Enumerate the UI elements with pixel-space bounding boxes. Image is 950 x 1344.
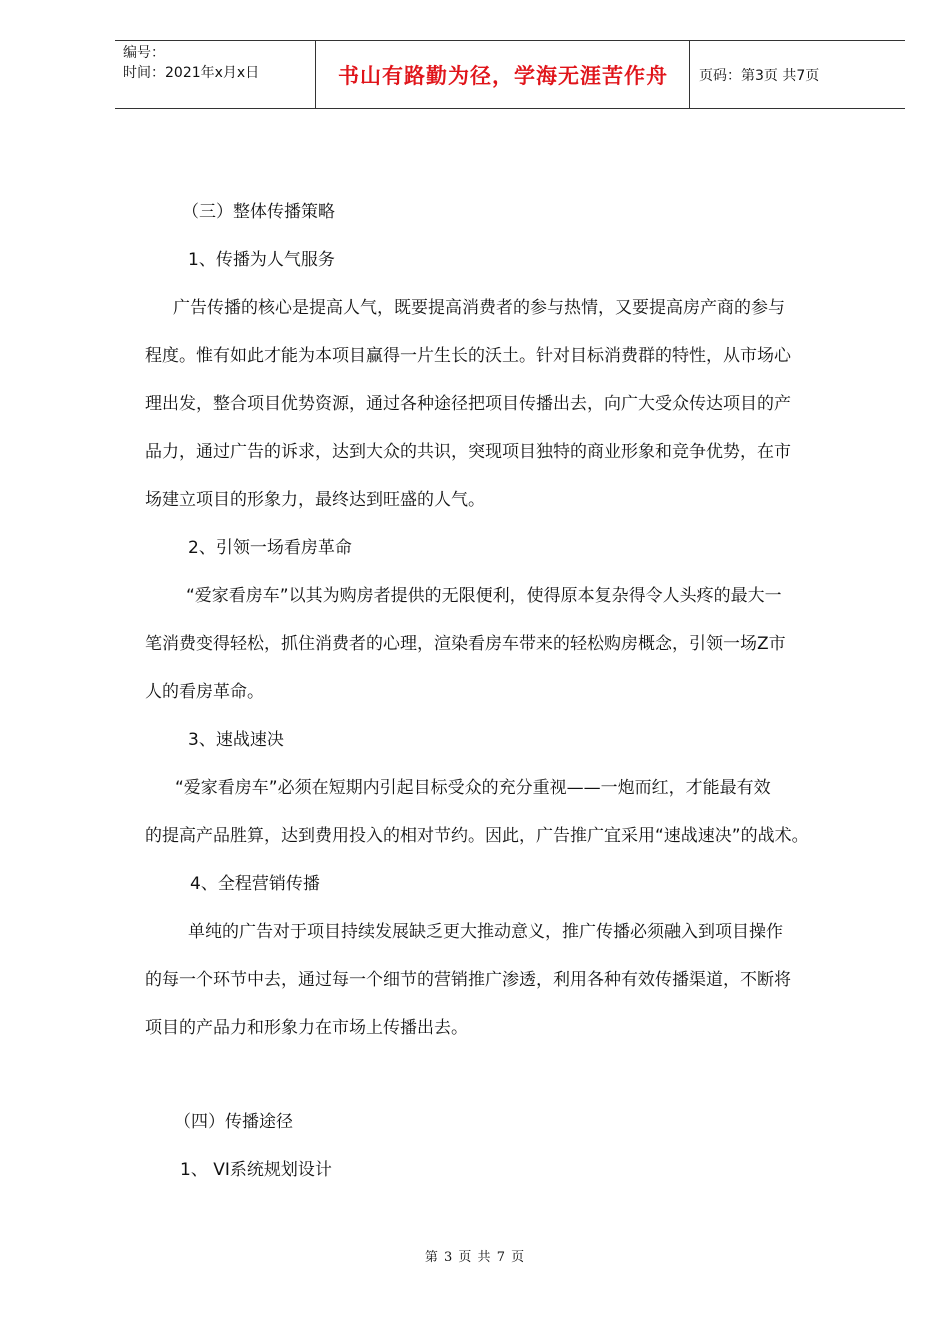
- header-meta: [123, 43, 259, 83]
- item-1-body-line: 理出发，整合项目优势资源，通过各种途径把项目传播出去，向广大受众传达项目的产: [145, 394, 791, 414]
- item-2-body-line: 人的看房革命。: [145, 682, 264, 702]
- header-motto: 书山有路勤为径，学海无涯苦作舟: [338, 62, 668, 88]
- item-3-body-line: “爱家看房车”必须在短期内引起目标受众的充分重视——一炮而红，才能最有效: [175, 778, 771, 798]
- item-1-title: 1、传播为人气服务: [188, 250, 335, 270]
- time-label: 时间：2021年x月x日: [123, 65, 260, 81]
- header-page-label: 页码：第3页 共7页: [699, 67, 820, 84]
- item-4-title: 4、全程营销传播: [190, 874, 320, 894]
- item-2-body-line: “爱家看房车”以其为购房者提供的无限便利，使得原本复杂得令人头疼的最大一: [186, 586, 782, 606]
- item-4-body-line: 的每一个环节中去，通过每一个细节的营销推广渗透，利用各种有效传播渠道，不断将: [145, 970, 791, 990]
- page-footer: 第 3 页 共 7 页: [424, 1250, 526, 1265]
- section-title-3: （三）整体传播策略: [182, 202, 335, 222]
- item-4-body-line: 项目的产品力和形象力在市场上传播出去。: [145, 1018, 468, 1038]
- header-divider: [689, 41, 690, 108]
- item-1-body-line: 品力，通过广告的诉求，达到大众的共识，突现项目独特的商业形象和竞争优势，在市: [145, 442, 791, 462]
- item-1-body-line: 场建立项目的形象力，最终达到旺盛的人气。: [145, 490, 485, 510]
- item-4-body-line: 单纯的广告对于项目持续发展缺乏更大推动意义，推广传播必须融入到项目操作: [188, 922, 783, 942]
- item-1-body-line: 广告传播的核心是提高人气，既要提高消费者的参与热情，又要提高房产商的参与: [173, 298, 785, 318]
- number-label: 编号：: [123, 45, 165, 61]
- page-header: [115, 40, 905, 109]
- item-2-body-line: 笔消费变得轻松，抓住消费者的心理，渲染看房车带来的轻松购房概念，引领一场Z市: [145, 634, 786, 654]
- item-2-title: 2、引领一场看房革命: [188, 538, 352, 558]
- section-title-4: （四）传播途径: [174, 1112, 293, 1132]
- item-3-title: 3、速战速决: [188, 730, 284, 750]
- s4-item-1-title: 1、 VI系统规划设计: [180, 1160, 332, 1180]
- item-3-body-line: 的提高产品胜算，达到费用投入的相对节约。因此，广告推广宜采用“速战速决”的战术。: [145, 826, 809, 846]
- header-divider: [315, 41, 316, 108]
- item-1-body-line: 程度。惟有如此才能为本项目赢得一片生长的沃土。针对目标消费群的特性，从市场心: [145, 346, 791, 366]
